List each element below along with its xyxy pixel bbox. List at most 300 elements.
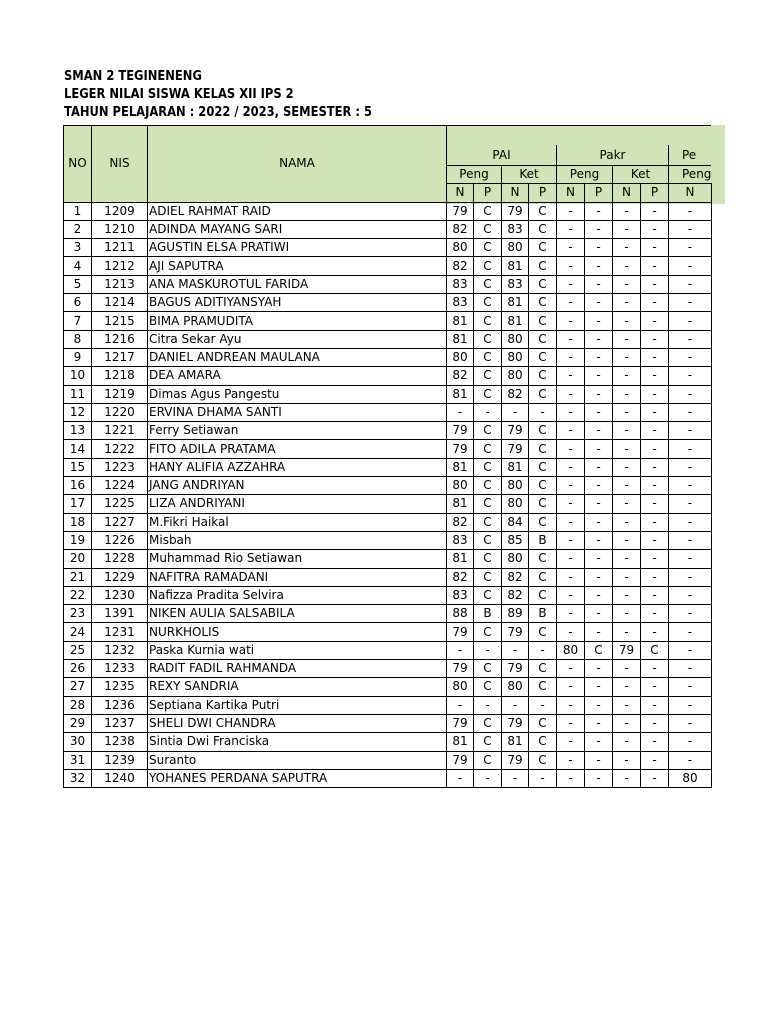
grade-cell: 80 (502, 367, 529, 385)
grade-cell: - (585, 422, 613, 440)
student-name: BIMA PRAMUDITA (148, 312, 447, 330)
grade-cell: - (641, 220, 669, 238)
grade-cell: - (669, 275, 712, 293)
grade-cell: C (474, 239, 502, 257)
student-nis: 1214 (92, 294, 148, 312)
grade-cell: - (557, 477, 585, 495)
grade-cell: - (557, 458, 585, 476)
grade-cell: C (474, 714, 502, 732)
grade-cell: - (585, 348, 613, 366)
grade-cell: - (613, 202, 641, 220)
grade-cell: - (641, 550, 669, 568)
student-nis: 1218 (92, 367, 148, 385)
grade-cell: 79 (502, 422, 529, 440)
grade-cell: 83 (447, 586, 474, 604)
grade-cell: 81 (502, 294, 529, 312)
np-header-cell: N (613, 184, 641, 202)
grade-cell: - (557, 294, 585, 312)
row-number: 15 (64, 458, 92, 476)
student-nis: 1232 (92, 641, 148, 659)
row-number: 16 (64, 477, 92, 495)
grade-cell: - (613, 568, 641, 586)
np-header-cell: N (447, 184, 474, 202)
student-nis: 1233 (92, 660, 148, 678)
col-no-header: NO (64, 126, 92, 203)
grade-cell: 83 (447, 531, 474, 549)
student-nis: 1235 (92, 678, 148, 696)
grade-cell: - (557, 495, 585, 513)
student-nis: 1225 (92, 495, 148, 513)
student-nis: 1220 (92, 403, 148, 421)
row-number: 4 (64, 257, 92, 275)
grade-cell: C (529, 330, 557, 348)
grade-cell: - (641, 605, 669, 623)
col-nis-header: NIS (92, 126, 148, 203)
grade-cell: 80 (502, 239, 529, 257)
grade-cell: - (557, 239, 585, 257)
grade-cell: - (641, 751, 669, 769)
table-row (64, 769, 712, 787)
grade-cell: - (585, 330, 613, 348)
grade-cell: C (529, 660, 557, 678)
grade-cell: - (669, 678, 712, 696)
grade-cell: - (585, 733, 613, 751)
grade-cell: 80 (447, 678, 474, 696)
sub-peng-pe: Peng (669, 166, 712, 184)
student-name: ANA MASKUROTUL FARIDA (148, 275, 447, 293)
grade-cell: 81 (502, 312, 529, 330)
table-row (64, 403, 712, 421)
grade-cell: - (669, 202, 712, 220)
grade-cell: C (474, 623, 502, 641)
grade-cell: - (669, 220, 712, 238)
grade-cell: - (613, 751, 641, 769)
student-nis: 1215 (92, 312, 148, 330)
table-row (64, 733, 712, 751)
grades-table (63, 125, 712, 788)
grade-cell: - (613, 312, 641, 330)
document-title: LEGER NILAI SISWA KELAS XII IPS 2 (64, 87, 294, 102)
grade-cell: - (474, 769, 502, 787)
row-number: 1 (64, 202, 92, 220)
table-row (64, 531, 712, 549)
table-row (64, 660, 712, 678)
grade-cell: C (529, 495, 557, 513)
grade-cell: C (474, 495, 502, 513)
grade-cell: 79 (447, 422, 474, 440)
grade-cell: - (557, 422, 585, 440)
grade-cell: C (529, 257, 557, 275)
student-name: Misbah (148, 531, 447, 549)
grade-cell: - (557, 403, 585, 421)
grade-cell: C (474, 330, 502, 348)
student-nis: 1231 (92, 623, 148, 641)
student-name: DEA AMARA (148, 367, 447, 385)
grade-cell: - (613, 769, 641, 787)
grade-cell: - (669, 257, 712, 275)
grade-cell: - (502, 696, 529, 714)
grade-cell: 82 (502, 586, 529, 604)
grade-cell: 81 (447, 495, 474, 513)
grade-cell: 79 (447, 202, 474, 220)
grade-cell: - (641, 367, 669, 385)
grade-cell: 79 (447, 714, 474, 732)
grade-cell: - (585, 568, 613, 586)
grade-cell: 81 (447, 385, 474, 403)
grade-cell: - (585, 403, 613, 421)
table-row (64, 495, 712, 513)
grade-cell: - (474, 696, 502, 714)
grade-cell: - (585, 257, 613, 275)
grade-cell: - (641, 495, 669, 513)
grade-cell: - (557, 751, 585, 769)
grade-cell: 79 (502, 202, 529, 220)
grade-cell: - (641, 440, 669, 458)
student-nis: 1221 (92, 422, 148, 440)
grade-cell: - (557, 586, 585, 604)
grade-cell: C (474, 733, 502, 751)
grade-cell: 80 (447, 239, 474, 257)
table-row (64, 367, 712, 385)
grade-cell: - (669, 751, 712, 769)
table-row (64, 550, 712, 568)
grade-cell: C (474, 385, 502, 403)
grade-cell: C (474, 568, 502, 586)
grade-cell: C (529, 312, 557, 330)
table-header (64, 126, 712, 203)
grade-cell: 82 (447, 568, 474, 586)
subject-pakr: Pakr (557, 145, 669, 166)
grade-cell: - (641, 696, 669, 714)
grade-cell: C (529, 586, 557, 604)
grade-cell: - (585, 769, 613, 787)
row-number: 14 (64, 440, 92, 458)
grade-cell: 80 (502, 330, 529, 348)
grade-cell: - (613, 586, 641, 604)
row-number: 19 (64, 531, 92, 549)
grade-cell: - (613, 678, 641, 696)
grade-cell: - (641, 385, 669, 403)
grade-cell: - (613, 495, 641, 513)
grade-cell: - (613, 330, 641, 348)
grade-cell: - (669, 422, 712, 440)
grade-cell: - (613, 660, 641, 678)
grade-cell: 79 (447, 440, 474, 458)
student-name: ADINDA MAYANG SARI (148, 220, 447, 238)
student-nis: 1228 (92, 550, 148, 568)
grade-cell: - (613, 458, 641, 476)
row-number: 28 (64, 696, 92, 714)
row-number: 11 (64, 385, 92, 403)
row-number: 31 (64, 751, 92, 769)
academic-year: TAHUN PELAJARAN : 2022 / 2023, SEMESTER : 5 (64, 105, 373, 120)
row-number: 25 (64, 641, 92, 659)
grade-cell: - (585, 678, 613, 696)
grade-cell: - (557, 312, 585, 330)
np-header-cell: P (641, 184, 669, 202)
grade-cell: - (641, 312, 669, 330)
grade-cell: - (447, 769, 474, 787)
grade-cell: - (557, 605, 585, 623)
grade-cell: C (474, 312, 502, 330)
grade-cell: C (585, 641, 613, 659)
grade-cell: 83 (502, 220, 529, 238)
grade-cell: 80 (447, 348, 474, 366)
student-name: AJI SAPUTRA (148, 257, 447, 275)
grade-cell: C (529, 275, 557, 293)
grade-cell: 79 (613, 641, 641, 659)
grade-cell: C (529, 733, 557, 751)
grade-cell: - (641, 660, 669, 678)
sub-peng-pakr: Peng (557, 166, 613, 184)
row-number: 27 (64, 678, 92, 696)
grade-cell: C (529, 422, 557, 440)
grade-cell: - (557, 348, 585, 366)
table-row (64, 257, 712, 275)
student-name: Dimas Agus Pangestu (148, 385, 447, 403)
student-name: ADIEL RAHMAT RAID (148, 202, 447, 220)
grade-cell: - (613, 623, 641, 641)
grade-cell: 89 (502, 605, 529, 623)
grade-cell: - (641, 202, 669, 220)
grade-cell: - (447, 696, 474, 714)
grade-cell: - (641, 403, 669, 421)
grade-cell: - (585, 294, 613, 312)
grade-cell: B (529, 605, 557, 623)
grade-cell: C (474, 550, 502, 568)
grade-cell: - (557, 678, 585, 696)
grade-cell: - (669, 312, 712, 330)
subject-pe: Pe (669, 145, 712, 166)
student-nis: 1237 (92, 714, 148, 732)
grade-cell: - (641, 458, 669, 476)
grade-cell: C (529, 348, 557, 366)
grade-cell: C (474, 586, 502, 604)
subject-pai: PAI (447, 145, 557, 166)
grade-cell: - (613, 275, 641, 293)
grade-cell: 80 (502, 477, 529, 495)
grade-cell: C (474, 422, 502, 440)
student-name: Ferry Setiawan (148, 422, 447, 440)
grade-cell: - (669, 458, 712, 476)
grade-cell: C (474, 275, 502, 293)
col-nama-header: NAMA (148, 126, 447, 203)
table-row (64, 714, 712, 732)
row-number: 24 (64, 623, 92, 641)
grade-cell: 82 (447, 513, 474, 531)
grade-cell: - (669, 568, 712, 586)
grade-cell: 81 (447, 550, 474, 568)
grade-cell: - (669, 367, 712, 385)
table-row (64, 440, 712, 458)
grade-cell: - (641, 330, 669, 348)
student-nis: 1216 (92, 330, 148, 348)
grade-cell: - (669, 623, 712, 641)
grade-cell: B (474, 605, 502, 623)
row-number: 12 (64, 403, 92, 421)
grade-cell: - (613, 477, 641, 495)
grade-cell: - (669, 239, 712, 257)
row-number: 21 (64, 568, 92, 586)
np-header-cell: N (669, 184, 712, 202)
grade-cell: - (613, 294, 641, 312)
grade-cell: C (474, 202, 502, 220)
student-name: YOHANES PERDANA SAPUTRA (148, 769, 447, 787)
grade-cell: C (641, 641, 669, 659)
grade-cell: - (557, 367, 585, 385)
student-nis: 1391 (92, 605, 148, 623)
table-row (64, 312, 712, 330)
grade-cell: C (529, 568, 557, 586)
grade-cell: - (669, 348, 712, 366)
grade-cell: - (613, 605, 641, 623)
table-row (64, 275, 712, 293)
grade-cell: C (474, 678, 502, 696)
grade-cell: 80 (669, 769, 712, 787)
row-number: 5 (64, 275, 92, 293)
grade-cell: - (613, 403, 641, 421)
subject-group-spacer (447, 126, 712, 146)
student-name: SHELI DWI CHANDRA (148, 714, 447, 732)
student-nis: 1211 (92, 239, 148, 257)
grade-cell: - (557, 385, 585, 403)
grade-cell: C (529, 513, 557, 531)
grade-cell: C (529, 751, 557, 769)
student-nis: 1224 (92, 477, 148, 495)
grade-cell: 81 (447, 312, 474, 330)
student-nis: 1213 (92, 275, 148, 293)
grade-cell: - (585, 477, 613, 495)
grade-cell: 79 (447, 751, 474, 769)
table-row (64, 220, 712, 238)
grade-cell: 80 (557, 641, 585, 659)
grade-cell: C (474, 531, 502, 549)
grade-cell: - (641, 623, 669, 641)
row-number: 10 (64, 367, 92, 385)
row-number: 2 (64, 220, 92, 238)
grade-cell: - (641, 275, 669, 293)
grade-cell: - (641, 531, 669, 549)
row-number: 7 (64, 312, 92, 330)
grade-cell: 79 (502, 623, 529, 641)
grade-cell: C (474, 294, 502, 312)
grade-cell: 80 (502, 678, 529, 696)
grade-cell: - (669, 696, 712, 714)
grade-cell: 81 (447, 330, 474, 348)
grade-cell: - (613, 367, 641, 385)
grade-cell: 82 (447, 257, 474, 275)
student-name: LIZA ANDRIYANI (148, 495, 447, 513)
table-row (64, 458, 712, 476)
student-name: Paska Kurnia wati (148, 641, 447, 659)
grade-cell: - (613, 220, 641, 238)
grade-cell: - (613, 239, 641, 257)
table-row (64, 330, 712, 348)
row-number: 3 (64, 239, 92, 257)
table-row (64, 568, 712, 586)
table-row (64, 751, 712, 769)
grade-cell: 79 (502, 714, 529, 732)
grade-cell: - (641, 568, 669, 586)
grade-cell: - (585, 440, 613, 458)
grade-cell: - (557, 696, 585, 714)
grade-cell: - (669, 550, 712, 568)
grade-cell: 81 (502, 257, 529, 275)
grade-cell: C (529, 385, 557, 403)
student-name: M.Fikri Haikal (148, 513, 447, 531)
grade-cell: - (613, 714, 641, 732)
grade-cell: C (474, 458, 502, 476)
grade-cell: - (557, 513, 585, 531)
row-number: 17 (64, 495, 92, 513)
row-number: 8 (64, 330, 92, 348)
row-number: 18 (64, 513, 92, 531)
grade-cell: - (557, 623, 585, 641)
table-body (64, 202, 712, 788)
grade-cell: - (613, 531, 641, 549)
grade-cell: C (529, 458, 557, 476)
student-name: BAGUS ADITIYANSYAH (148, 294, 447, 312)
grade-cell: - (641, 257, 669, 275)
grade-cell: - (557, 714, 585, 732)
table-row (64, 513, 712, 531)
table-row (64, 294, 712, 312)
grade-cell: - (585, 696, 613, 714)
grade-cell: - (447, 641, 474, 659)
grade-cell: - (669, 385, 712, 403)
grade-cell: - (613, 422, 641, 440)
grade-cell: - (669, 403, 712, 421)
grade-cell: - (557, 568, 585, 586)
table-row (64, 678, 712, 696)
student-nis: 1210 (92, 220, 148, 238)
grade-cell: - (557, 769, 585, 787)
student-nis: 1236 (92, 696, 148, 714)
sub-ket-pai: Ket (502, 166, 557, 184)
student-nis: 1219 (92, 385, 148, 403)
grade-cell: - (585, 751, 613, 769)
student-name: Citra Sekar Ayu (148, 330, 447, 348)
grade-cell: - (613, 440, 641, 458)
grade-cell: C (529, 220, 557, 238)
student-name: ERVINA DHAMA SANTI (148, 403, 447, 421)
student-name: RADIT FADIL RAHMANDA (148, 660, 447, 678)
table-row (64, 477, 712, 495)
student-name: DANIEL ANDREAN MAULANA (148, 348, 447, 366)
table-row (64, 696, 712, 714)
grade-cell: 82 (447, 367, 474, 385)
grade-cell: 80 (502, 550, 529, 568)
student-nis: 1222 (92, 440, 148, 458)
grade-cell: - (613, 385, 641, 403)
grade-cell: - (447, 403, 474, 421)
grade-cell: - (585, 275, 613, 293)
table-row (64, 641, 712, 659)
grade-cell: C (529, 440, 557, 458)
sub-peng-pai: Peng (447, 166, 502, 184)
grade-cell: C (474, 367, 502, 385)
np-header-cell: P (585, 184, 613, 202)
school-name: SMAN 2 TEGINENENG (64, 69, 202, 84)
table-row (64, 623, 712, 641)
student-name: HANY ALIFIA AZZAHRA (148, 458, 447, 476)
grade-cell: - (557, 550, 585, 568)
grade-cell: - (641, 586, 669, 604)
student-name: NIKEN AULIA SALSABILA (148, 605, 447, 623)
grade-cell: - (669, 586, 712, 604)
table-row (64, 348, 712, 366)
grade-cell: - (557, 202, 585, 220)
